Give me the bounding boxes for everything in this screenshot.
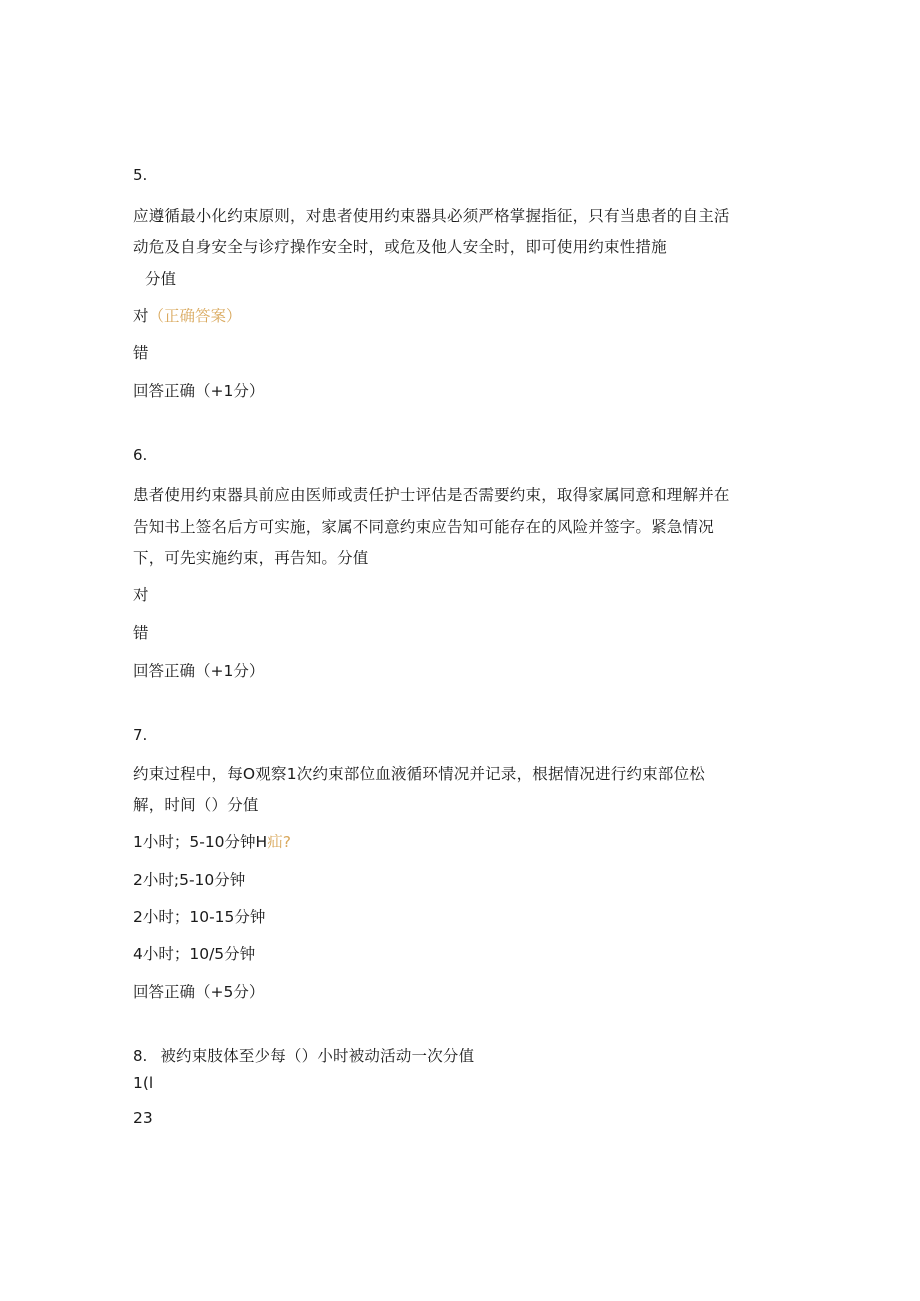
question-stem: 被约束肢体至少每（）小时被动活动一次分值 bbox=[160, 1047, 475, 1065]
question-stem-line: 解，时间（）分值 bbox=[133, 796, 259, 814]
option-a[interactable] bbox=[133, 832, 291, 852]
option-a[interactable] bbox=[133, 1073, 153, 1093]
option-note: 疝? bbox=[267, 833, 291, 851]
question-stem-line: 动危及自身安全与诊疗操作安全时，或危及他人安全时，即可使用约束性措施 bbox=[133, 238, 667, 256]
question-stem-line: 约束过程中，每O观察1次约束部位血液循环情况并记录，根据情况进行约束部位松 bbox=[133, 765, 705, 783]
score-label: 分值 bbox=[145, 270, 177, 288]
option-label: 4小时；10/5分钟 bbox=[133, 945, 256, 963]
option-b[interactable] bbox=[133, 1108, 153, 1128]
answer-result: 回答正确（+1分） bbox=[133, 662, 265, 680]
question-number: 7. bbox=[133, 726, 148, 744]
option-b[interactable] bbox=[133, 870, 245, 890]
question-stem-line: 告知书上签名后方可实施，家属不同意约束应告知可能存在的风险并签字。紧急情况 bbox=[133, 518, 714, 536]
option-label: 对 bbox=[133, 586, 149, 604]
option-true[interactable] bbox=[133, 306, 242, 326]
option-label: 对 bbox=[133, 307, 149, 325]
option-label: 1(l bbox=[133, 1074, 154, 1092]
option-label: 23 bbox=[133, 1109, 153, 1127]
option-label: 错 bbox=[133, 624, 149, 642]
answer-result: 回答正确（+5分） bbox=[133, 983, 265, 1001]
question-stem-line: 下，可先实施约束，再告知。分值 bbox=[133, 549, 369, 567]
option-false[interactable] bbox=[133, 623, 149, 643]
question-number: 6. bbox=[133, 446, 148, 464]
option-true[interactable] bbox=[133, 585, 149, 605]
correct-answer-note: （正确答案） bbox=[148, 307, 242, 325]
option-label: 1小时；5-10分钟H bbox=[133, 833, 268, 851]
option-false[interactable] bbox=[133, 343, 149, 363]
question-number: 5. bbox=[133, 166, 148, 184]
question-number: 8. bbox=[133, 1047, 148, 1065]
option-label: 错 bbox=[133, 344, 149, 362]
option-label: 2小时;5-10分钟 bbox=[133, 871, 246, 889]
option-c[interactable] bbox=[133, 907, 265, 927]
option-d[interactable] bbox=[133, 944, 255, 964]
question-header bbox=[133, 1046, 474, 1066]
option-label: 2小时；10-15分钟 bbox=[133, 908, 266, 926]
question-stem-line: 患者使用约束器具前应由医师或责任护士评估是否需要约束，取得家属同意和理解并在 bbox=[133, 486, 730, 504]
question-stem-line: 应遵循最小化约束原则，对患者使用约束器具必须严格掌握指征，只有当患者的自主活 bbox=[133, 207, 730, 225]
answer-result: 回答正确（+1分） bbox=[133, 382, 265, 400]
